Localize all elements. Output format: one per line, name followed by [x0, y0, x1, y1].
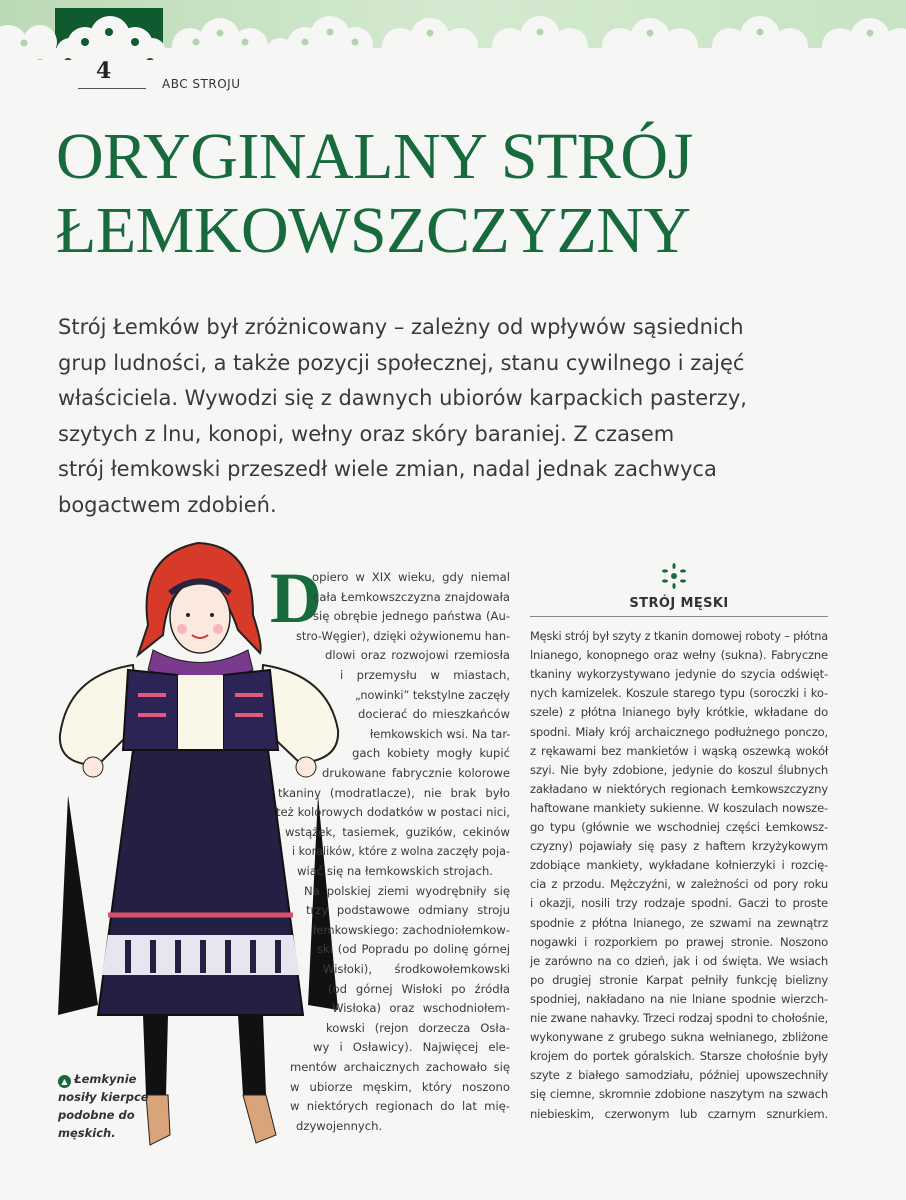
- article-line: opiero w XIX wieku, gdy niemal: [312, 570, 510, 584]
- article-line: tkaniny (modratlacze), nie brak było: [278, 785, 510, 800]
- sidebar-line: Męski strój był szyty z tkanin domowej roboty – płótna: [530, 629, 828, 643]
- article-line: mentów archaicznych zachowało się: [290, 1060, 510, 1074]
- sidebar-line: haftowane mankiety sukienne. W koszulach nowsze-: [530, 800, 828, 815]
- article-line: i przemysłu w miastach,: [340, 668, 510, 682]
- page-title-line-2: ŁEMKOWSZCZYZNY: [56, 194, 691, 267]
- sidebar-line: spodniej, nakładano na nie lniane spodnie wierzch-: [530, 991, 828, 1006]
- lead-line: strój łemkowski przeszedł wiele zmian, nadal jednak zachwyca: [58, 457, 717, 481]
- caption-text: Łemkynie nosiły kierpce podobne do męskich.: [58, 1072, 149, 1140]
- article-line: i koralików, które z wolna zaczęły poja-: [292, 844, 510, 859]
- article-line: kowski (rejon dorzecza Osła-: [326, 1020, 510, 1035]
- lead-line: bogactwem zdobień.: [58, 492, 277, 517]
- sidebar-line: szyte z białego samodziału, później upowszechniły: [530, 1068, 828, 1083]
- sidebar-line: spodnie z płótna lnianego, ze szwami na zewnątrz: [530, 915, 828, 930]
- sidebar-line: niebieskim, czerwonym lub czarnym sznurkiem.: [530, 1106, 828, 1121]
- page-number: 4: [96, 58, 112, 84]
- article-line: dzywojennych.: [296, 1118, 383, 1133]
- article-line: drukowane fabrycznie kolorowe: [322, 766, 510, 780]
- page-number-rule: [78, 88, 146, 89]
- sidebar-line: spodni. Miały krój archaicznego podłużnego ponczo,: [530, 724, 828, 739]
- article-line: dlowi oraz rozwojowi rzemiosła: [325, 648, 510, 663]
- sidebar-line: je zarówno na co dzień, jak i od święta. We wsiach: [530, 953, 828, 968]
- article-line: wy i Osławicy). Najwięcej ele-: [313, 1040, 510, 1055]
- article-line: w ubiorze męskim, który noszono: [290, 1079, 510, 1094]
- sidebar-line: po drugiej stronie Karpat pełniły funkcję bielizny: [530, 972, 828, 987]
- sidebar-line: z rękawami bez mankietów i wąską oszewką wokół: [530, 743, 828, 758]
- sidebar-line: tkaniny wykorzystywano jedynie do szycia odświęt-: [530, 667, 828, 682]
- article-line: się obrębie jednego państwa (Au-: [313, 609, 510, 624]
- article-line: ski (od Popradu po dolinę górnej: [317, 942, 510, 957]
- sidebar-line: go typu (głównie we wschodniej części Łemkowsz-: [530, 820, 828, 834]
- article-line: (od górnej Wisłoki po źródła: [328, 981, 510, 996]
- sidebar-heading: STRÓJ MĘSKI: [629, 596, 729, 611]
- sidebar-line: zdobiące mankiety, wykładane kołnierzyki i rozcię-: [530, 858, 828, 873]
- article-line: cała Łemkowszczyzna znajdowała: [313, 589, 510, 604]
- sidebar-line: szele) z płótna lnianego były krótkie, wkładane do: [530, 705, 828, 720]
- article-line: stro-Węgier), dzięki ożywionemu han-: [296, 628, 511, 643]
- drop-cap: D: [270, 558, 322, 638]
- sidebar-line: cia z przodu. Mężczyźni, w zależności od pory roku: [530, 877, 828, 892]
- decorative-lace-header: [0, 0, 906, 60]
- lead-line: właściciela. Wywodzi się z dawnych ubiorów karpackich pasterzy,: [58, 386, 747, 410]
- article-line: w niektórych regionach do lat mię-: [290, 1099, 510, 1114]
- sidebar-line: krojem do portek góralskich. Starsze chołośnie były: [530, 1049, 828, 1064]
- article-line: „nowinki” tekstylne zaczęły: [355, 687, 510, 702]
- article-line: Wisłoki), środkowołemkowski: [323, 962, 510, 976]
- section-label: ABC STROJU: [162, 77, 241, 91]
- article-line: gach kobiety mogły kupić: [352, 746, 510, 761]
- sidebar-line: i okazji, nosili trzy rodzaje spodni. Gaczi to proste: [530, 896, 828, 911]
- article-line: łemkowskiego: zachodniołemkow-: [313, 922, 510, 937]
- sidebar-line: nogawki i rozporkiem po prawej stronie. Noszono: [530, 934, 828, 949]
- sidebar-line: czyzny) pojawiały się pasy z haftem krzyżykowym: [530, 839, 828, 854]
- sidebar-line: nie zwane nahavky. Trzeci rodzaj spodni to chołośnie,: [530, 1011, 829, 1025]
- sidebar-heading-rule: [530, 616, 828, 617]
- sidebar-line: zakładano w niektórych regionach Łemkowszczyzny: [530, 781, 828, 796]
- arrow-up-circle-icon: ▲: [58, 1075, 71, 1088]
- article-line: łemkowskich wsi. Na tar-: [370, 726, 511, 741]
- article-line: wiać się na łemkowskich strojach.: [297, 864, 493, 878]
- sidebar-line: się ciemne, skromnie zdobione naszytym na szwach: [530, 1087, 828, 1102]
- sidebar-line: szyi. Nie były zdobione, jedynie do koszul ślubnych: [530, 762, 828, 777]
- sidebar-line: wykonywane z grubego sukna wełnianego, zbliżone: [530, 1030, 828, 1045]
- article-line: też kolorowych dodatków w postaci nici,: [276, 805, 510, 820]
- article-line: Na polskiej ziemi wyodrębniły się: [304, 883, 510, 898]
- article-line: trzy podstawowe odmiany stroju: [306, 903, 510, 918]
- lead-line: szytych z lnu, konopi, wełny oraz skóry baraniej. Z czasem: [58, 421, 675, 446]
- lead-line: grup ludności, a także pozycji społecznej, stanu cywilnego i zajęć: [58, 350, 745, 375]
- sidebar-line: lnianego, konopnego oraz wełny (sukna). Fabryczne: [530, 648, 828, 663]
- figure-caption: [58, 1070, 158, 1142]
- article-line: wstążek, tasiemek, guzików, cekinów: [285, 824, 510, 839]
- sidebar-line: nych kamizelek. Koszule starego typu (soroczki i ko-: [530, 686, 828, 701]
- article-line: docierać do mieszkańców: [358, 707, 510, 722]
- flower-ornament-icon: [661, 563, 687, 589]
- page-title-line-1: ORYGINALNY STRÓJ: [56, 120, 693, 193]
- lead-line: Strój Łemków był zróżnicowany – zależny od wpływów sąsiednich: [58, 315, 744, 339]
- lead-paragraph: [58, 310, 818, 523]
- article-line: Wisłoka) oraz wschodniołem-: [332, 1001, 510, 1016]
